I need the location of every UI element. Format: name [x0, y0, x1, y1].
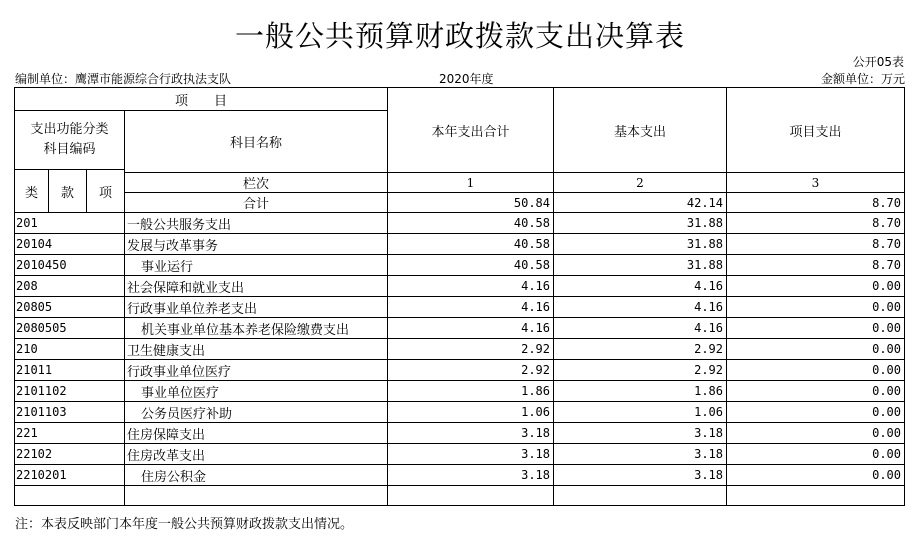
row-basic: 31.88	[554, 234, 727, 255]
row-subject-name: 一般公共服务支出	[125, 213, 388, 234]
row-subject-name: 发展与改革事务	[125, 234, 388, 255]
project-expense-header: 项目支出	[727, 88, 905, 173]
table-row	[15, 255, 905, 276]
row-total: 1.06	[388, 402, 554, 423]
row-basic: 3.18	[554, 423, 727, 444]
row-project: 8.70	[727, 234, 905, 255]
row-total: 40.58	[388, 255, 554, 276]
row-project: 0.00	[727, 360, 905, 381]
row-code: 208	[15, 276, 125, 297]
row-subject-name: 行政事业单位医疗	[125, 360, 388, 381]
page-title: 一般公共预算财政拨款支出决算表	[234, 19, 685, 53]
table-row	[15, 213, 905, 234]
row-project: 8.70	[727, 213, 905, 234]
kuan-header: 款	[49, 170, 87, 213]
row-project: 8.70	[727, 255, 905, 276]
row-project: 0.00	[727, 381, 905, 402]
row-total: 3.18	[388, 444, 554, 465]
row-subject-name: 住房保障支出	[125, 423, 388, 444]
table-row	[15, 276, 905, 297]
row-code: 2010450	[15, 255, 125, 276]
row-code: 21011	[15, 360, 125, 381]
row-total: 4.16	[388, 297, 554, 318]
table-row	[15, 381, 905, 402]
table-row	[15, 402, 905, 423]
unit-label: 编制单位：鹰潭市能源综合行政执法支队	[15, 72, 232, 86]
row-index-label: 栏次	[125, 173, 388, 193]
table-row	[15, 234, 905, 255]
money-unit-label: 金额单位：万元	[820, 72, 905, 86]
row-subject-name: 事业单位医疗	[125, 381, 388, 402]
table-row	[15, 339, 905, 360]
row-code: 20805	[15, 297, 125, 318]
row-basic: 2.92	[554, 339, 727, 360]
row-project: 0.00	[727, 444, 905, 465]
row-total: 2.92	[388, 360, 554, 381]
row-project: 0.00	[727, 276, 905, 297]
row-basic: 3.18	[554, 465, 727, 486]
total-expense-header: 本年支出合计	[388, 88, 554, 173]
row-code: 2101102	[15, 381, 125, 402]
row-code: 2210201	[15, 465, 125, 486]
row-subject-name: 社会保障和就业支出	[125, 276, 388, 297]
row-basic: 31.88	[554, 255, 727, 276]
total-row-basic: 42.14	[554, 193, 727, 213]
row-code: 2080505	[15, 318, 125, 339]
row-basic: 4.16	[554, 297, 727, 318]
table-row	[15, 465, 905, 486]
table-row	[15, 297, 905, 318]
project-header: 项 目	[15, 88, 388, 111]
row-subject-name: 行政事业单位养老支出	[125, 297, 388, 318]
row-total: 40.58	[388, 234, 554, 255]
row-project: 0.00	[727, 339, 905, 360]
row-subject-name: 住房改革支出	[125, 444, 388, 465]
row-project: 0.00	[727, 465, 905, 486]
row-code: 2101103	[15, 402, 125, 423]
row-subject-name: 公务员医疗补助	[125, 402, 388, 423]
form-code: 公开05表	[852, 55, 904, 69]
row-basic: 3.18	[554, 444, 727, 465]
table-row	[15, 423, 905, 444]
row-basic: 1.06	[554, 402, 727, 423]
row-basic: 2.92	[554, 360, 727, 381]
col-number-2: 2	[554, 173, 727, 193]
row-basic: 1.86	[554, 381, 727, 402]
year-label: 2020年度	[439, 72, 494, 86]
row-total: 3.18	[388, 423, 554, 444]
row-basic: 4.16	[554, 318, 727, 339]
row-project: 0.00	[727, 297, 905, 318]
row-total: 2.92	[388, 339, 554, 360]
row-total: 40.58	[388, 213, 554, 234]
row-basic: 4.16	[554, 276, 727, 297]
total-row-total: 50.84	[388, 193, 554, 213]
row-subject-name: 卫生健康支出	[125, 339, 388, 360]
meta-row	[15, 70, 905, 86]
table-row	[15, 318, 905, 339]
blank-row	[15, 486, 905, 506]
row-subject-name: 事业运行	[125, 255, 388, 276]
footnote: 注：本表反映部门本年度一般公共预算财政拨款支出情况。	[15, 517, 354, 532]
basic-expense-header: 基本支出	[554, 88, 727, 173]
row-code: 210	[15, 339, 125, 360]
row-code: 201	[15, 213, 125, 234]
col-number-3: 3	[727, 173, 905, 193]
row-code: 22102	[15, 444, 125, 465]
row-project: 0.00	[727, 402, 905, 423]
row-code: 221	[15, 423, 125, 444]
func-code-header: 支出功能分类 科目编码	[15, 111, 125, 170]
row-project: 0.00	[727, 423, 905, 444]
budget-table	[14, 87, 905, 506]
row-basic: 31.88	[554, 213, 727, 234]
row-code: 20104	[15, 234, 125, 255]
col-number-1: 1	[388, 173, 554, 193]
row-project: 0.00	[727, 318, 905, 339]
row-total: 1.86	[388, 381, 554, 402]
row-subject-name: 住房公积金	[125, 465, 388, 486]
row-total: 4.16	[388, 318, 554, 339]
table-row	[15, 360, 905, 381]
table-row	[15, 444, 905, 465]
lei-header: 类	[15, 170, 49, 213]
row-total: 3.18	[388, 465, 554, 486]
total-row-label: 合计	[125, 193, 388, 213]
row-total: 4.16	[388, 276, 554, 297]
total-row-project: 8.70	[727, 193, 905, 213]
subject-name-header: 科目名称	[125, 111, 388, 173]
row-subject-name: 机关事业单位基本养老保险缴费支出	[125, 318, 388, 339]
xiang-header: 项	[87, 170, 125, 213]
